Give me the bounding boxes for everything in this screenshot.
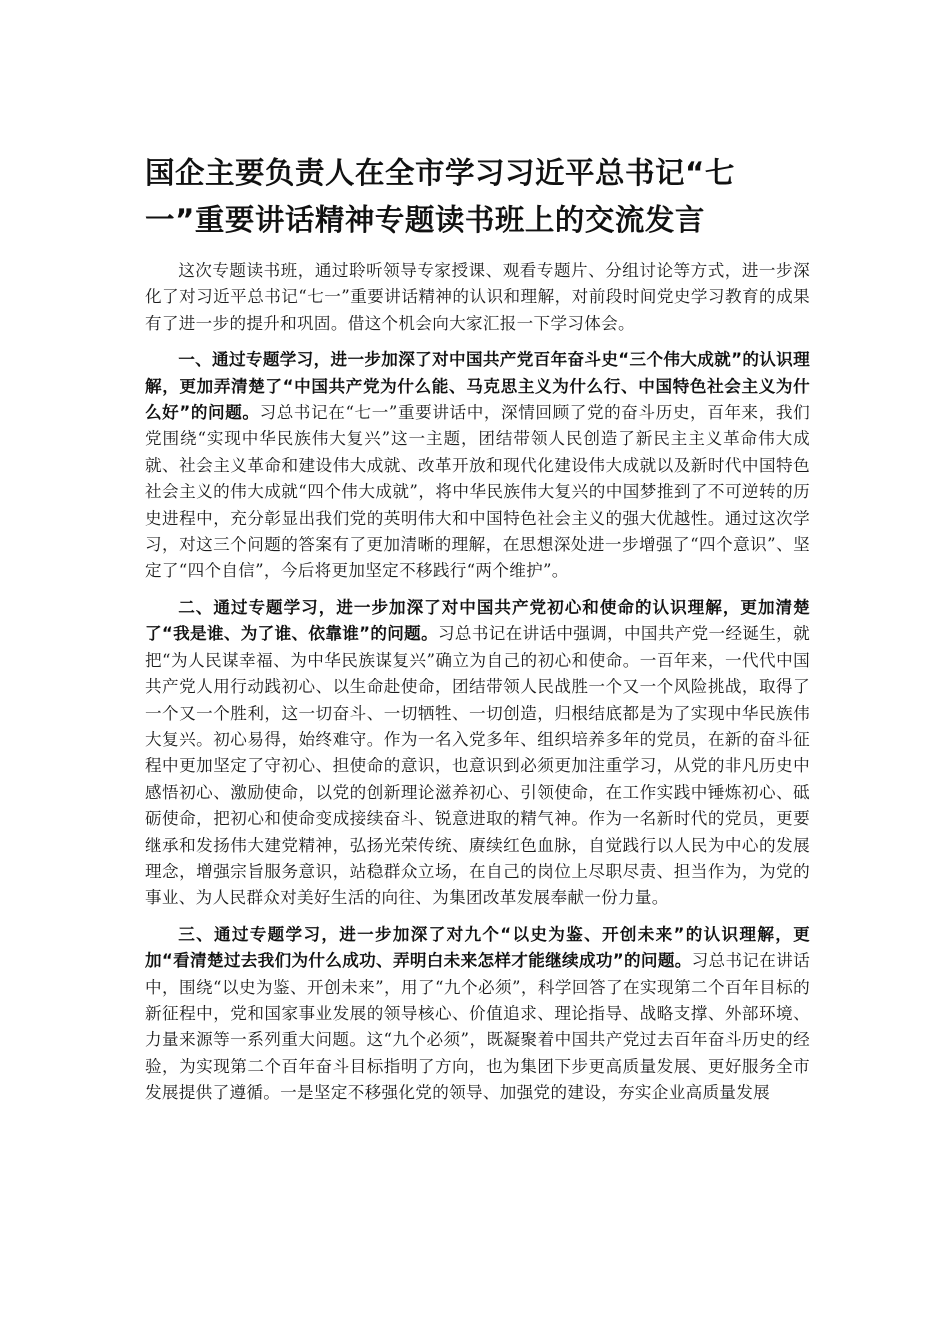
section-2-heading: 二、通过专题学习，进一步加深了对中国共产党初心和使命的认识理解，更加清楚了“我是谁、为了谁、依靠谁”的问题。 <box>145 597 810 644</box>
section-1-body: 习总书记在“七一”重要讲话中，深情回顾了党的奋斗历史，百年来，我们党围绕“实现中华民族伟大复兴”这一主题，团结带领人民创造了新民主主义革命伟大成就、社会主义革命和建设伟大成就、改革开放和现代化建设伟大成就以及新时代中国特色社会主义的伟大成就“四个伟大成就”，将中华民族伟大复兴的中国梦推到了不可逆转的历史进程中，充分彰显出我们党的英明伟大和中国特色社会主义的强大优越性。通过这次学习，对这三个问题的答案有了更加清晰的理解，在思想深处进一步增强了“四个意识”、坚定了“四个自信”，今后将更加坚定不移践行“两个维护”。 <box>145 403 810 581</box>
section-3-paragraph <box>145 922 810 1107</box>
section-3-heading: 三、通过专题学习，进一步加深了对九个“以史为鉴、开创未来”的认识理解，更加“看清楚过去我们为什么成功、弄明白未来怎样才能继续成功”的问题。 <box>145 924 810 971</box>
document-page <box>145 150 810 1117</box>
document-title: 国企主要负责人在全市学习习近平总书记“七一”重要讲话精神专题读书班上的交流发言 <box>145 156 735 237</box>
section-2-paragraph <box>145 595 810 912</box>
intro-paragraph: 这次专题读书班，通过聆听领导专家授课、观看专题片、分组讨论等方式，进一步深化了对习近平总书记“七一”重要讲话精神的认识和理解，对前段时间党史学习教育的成果有了进一步的提升和巩固。借这个机会向大家汇报一下学习体会。 <box>145 261 810 333</box>
section-2-body: 习总书记在讲话中强调，中国共产党一经诞生，就把“为人民谋幸福、为中华民族谋复兴”确立为自己的初心和使命。一百年来，一代代中国共产党人用行动践初心、以生命赴使命，团结带领人民战胜一个又一个风险挑战，取得了一个又一个胜利，这一切奋斗、一切牺牲、一切创造，归根结底都是为了实现中华民族伟大复兴。初心易得，始终难守。作为一名入党多年、组织培养多年的党员，在新的奋斗征程中更加坚定了守初心、担使命的意识，也意识到必须更加注重学习，从党的非凡历史中感悟初心、激励使命，以党的创新理论滋养初心、引领使命，在工作实践中锤炼初心、砥砺使命，把初心和使命变成接续奋斗、锐意进取的精气神。作为一名新时代的党员，更要继承和发扬伟大建党精神，弘扬光荣传统、赓续红色血脉，自觉践行以人民为中心的发展理念，增强宗旨服务意识，站稳群众立场，在自己的岗位上尽职尽责、担当作为，为党的事业、为人民群众对美好生活的向往、为集团改革发展奉献一份力量。 <box>145 624 810 908</box>
section-1-paragraph <box>145 347 810 585</box>
section-3-body: 习总书记在讲话中，围绕“以史为鉴、开创未来”，用了“九个必须”，科学回答了在实现第二个百年目标的新征程中，党和国家事业发展的领导核心、价值追求、理论指导、战略支撑、外部环境、力量来源等一系列重大问题。这“九个必须”，既凝聚着中国共产党过去百年奋斗历史的经验，为实现第二个百年奋斗目标指明了方向，也为集团下步更高质量发展、更好服务全市发展提供了遵循。一是坚定不移强化党的领导、加强党的建设，夯实企业高质量发展 <box>145 951 810 1103</box>
section-1-heading: 一、通过专题学习，进一步加深了对中国共产党百年奋斗史“三个伟大成就”的认识理解，更加弄清楚了“中国共产党为什么能、马克思主义为什么行、中国特色社会主义为什么好”的问题。 <box>145 350 810 423</box>
